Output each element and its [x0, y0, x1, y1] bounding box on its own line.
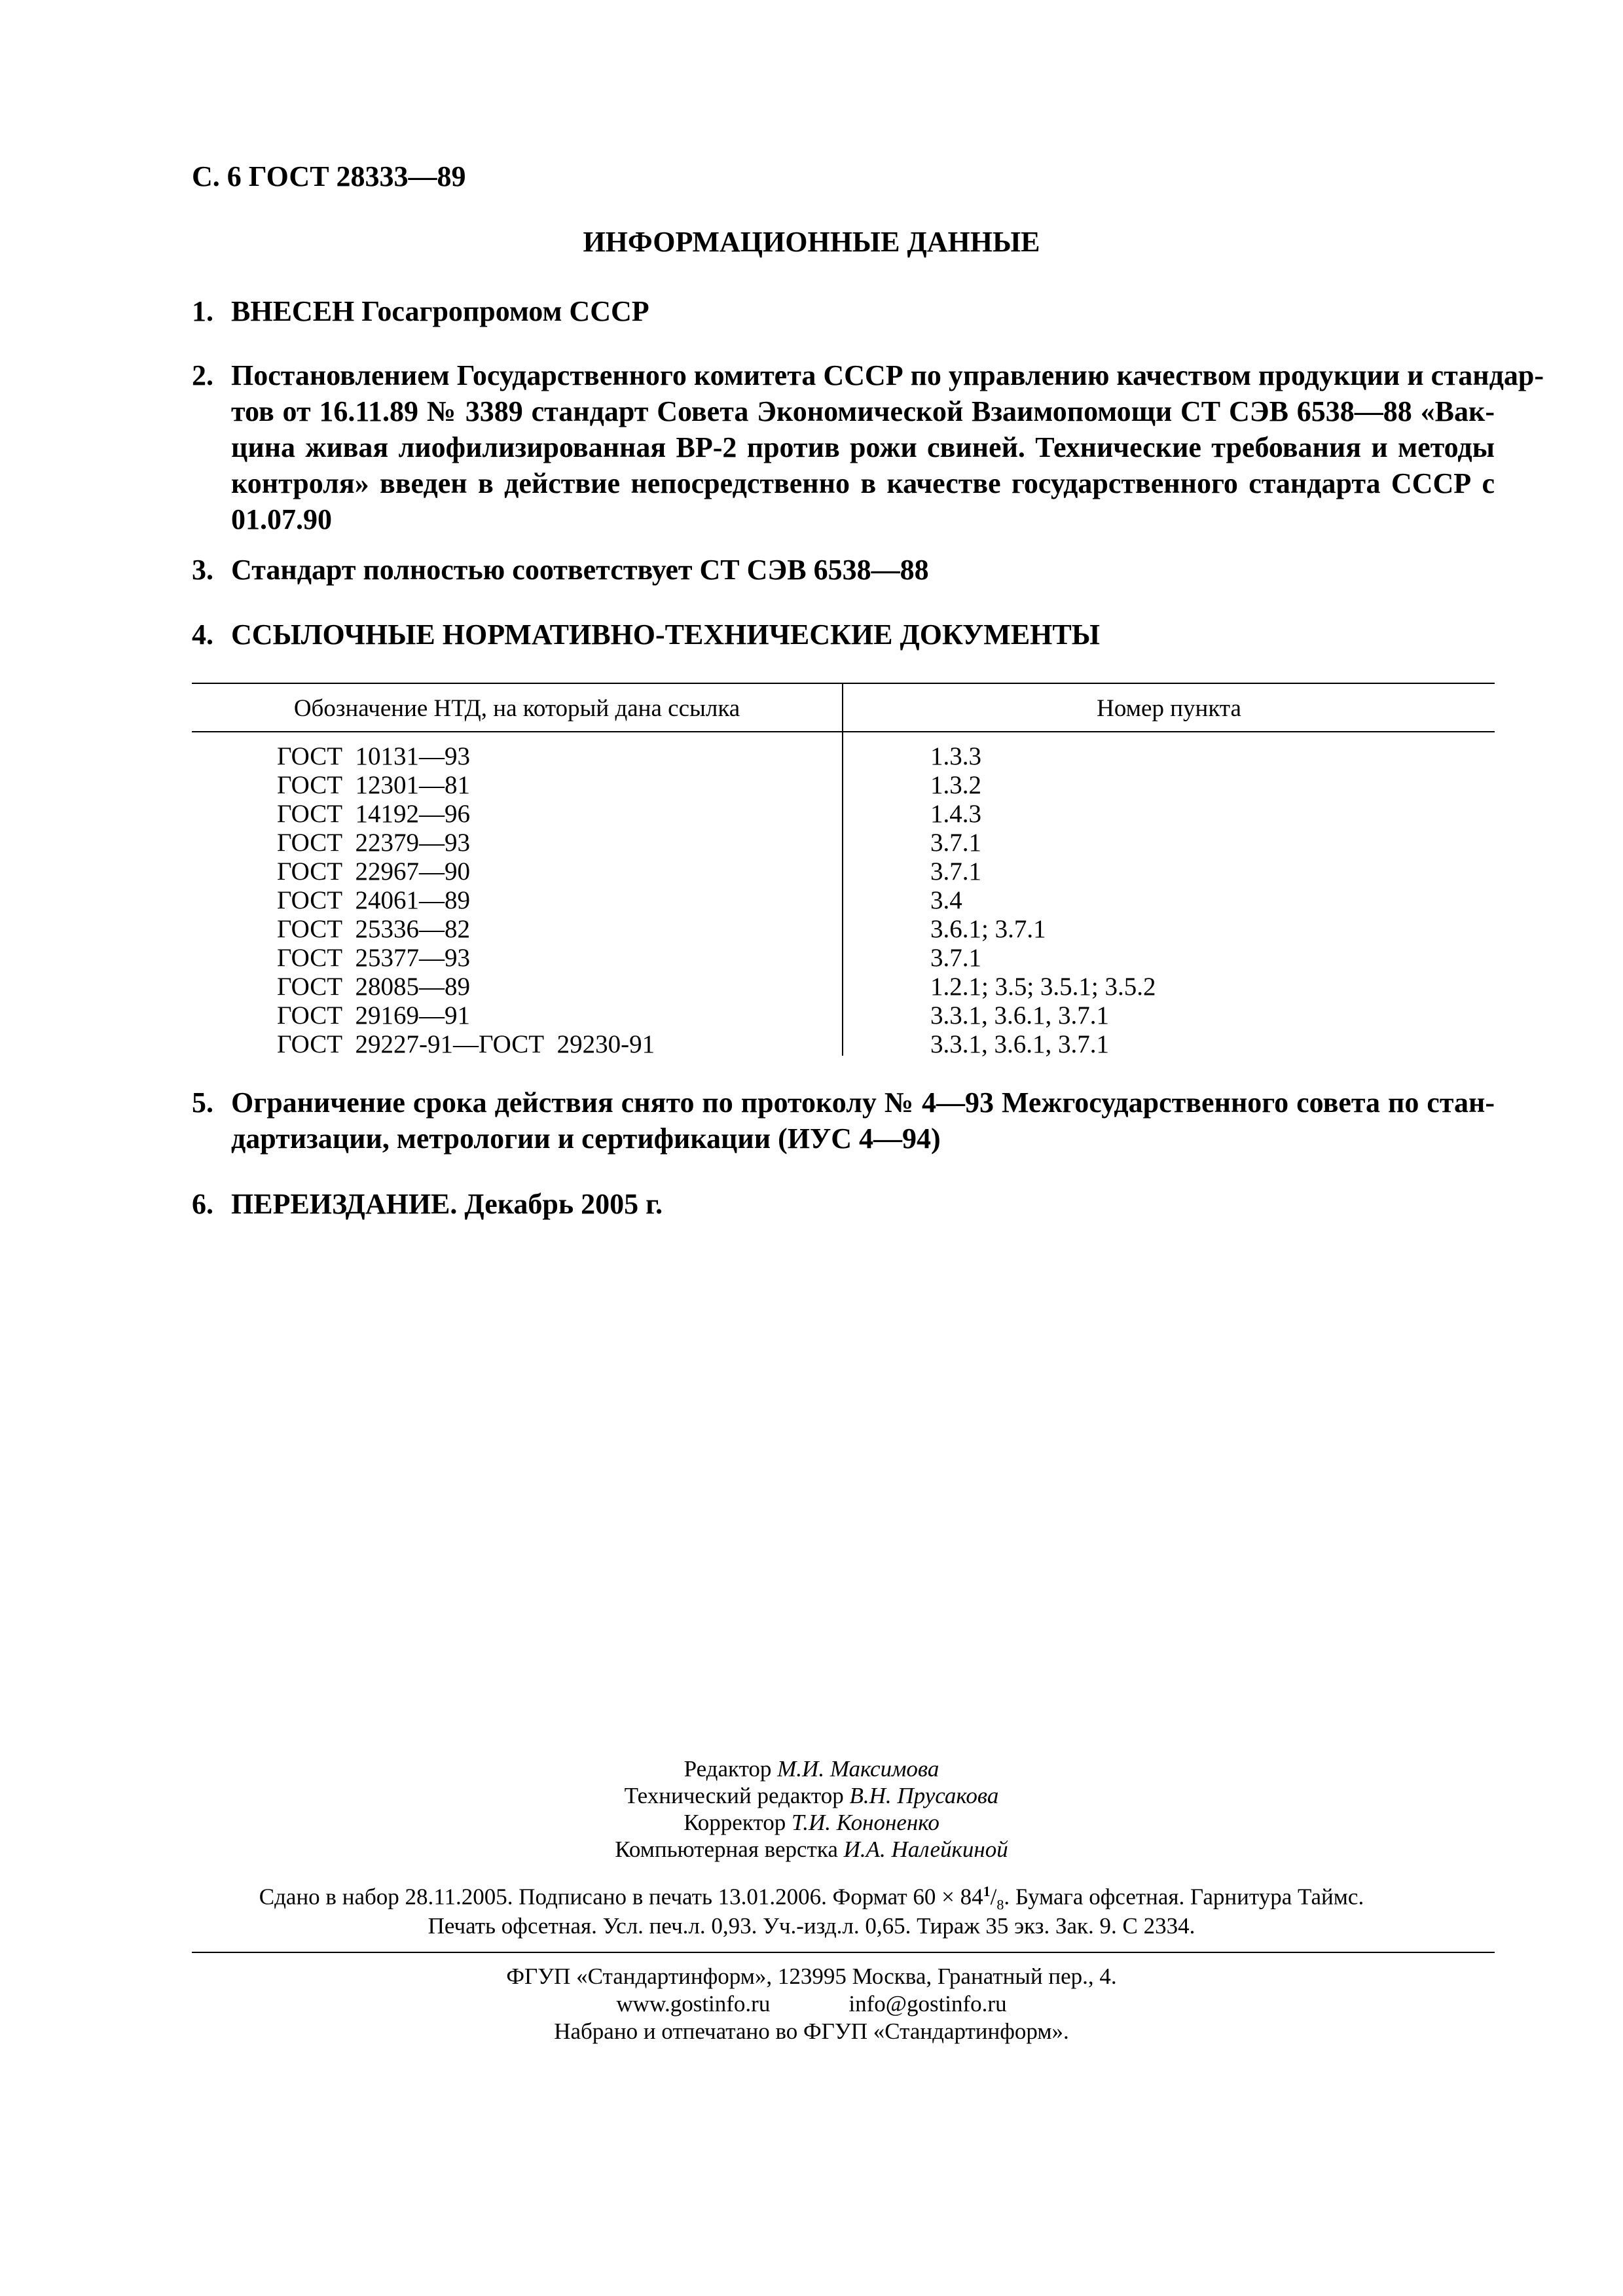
- item-number: 1.: [192, 295, 213, 327]
- info-item-4: [192, 617, 1495, 653]
- credit-editor: [0, 1755, 1623, 1782]
- table-header-designation: Обозначение НТД, на который дана ссылка: [293, 695, 740, 722]
- page-header: С. 6 ГОСТ 28333—89: [192, 160, 466, 192]
- row-designation: ГОСТ 22967—90: [277, 857, 471, 886]
- footer-divider: [192, 1952, 1495, 1953]
- credit-role: Технический редактор: [624, 1783, 844, 1808]
- row-designation: ГОСТ 25377—93: [277, 944, 471, 972]
- format-subscript: 8: [996, 1896, 1004, 1913]
- info-item-1: [192, 293, 1495, 329]
- row-designation: ГОСТ 14192—96: [277, 800, 471, 828]
- table-row: [192, 886, 1495, 914]
- print-info-line-2: Печать офсетная. Усл. печ.л. 0,93. Уч.-изд.л. 0,65. Тираж 35 экз. Зак. 9. С 2334.: [428, 1913, 1195, 1939]
- credit-role: Редактор: [684, 1756, 772, 1782]
- row-designation: ГОСТ 28085—89: [277, 973, 471, 1001]
- table-row: [192, 770, 1495, 799]
- row-clause: 3.7.1: [930, 829, 981, 857]
- table-row: [192, 799, 1495, 828]
- item-number: 6.: [192, 1188, 213, 1220]
- item-text-line: дартизации, метрологии и сертификации (ИУС 4—94): [231, 1122, 941, 1155]
- table-row: [192, 828, 1495, 857]
- credit-name: И.А. Налейкиной: [843, 1837, 1008, 1862]
- item-text-line: Ограничение срока действия снято по протоколу № 4—93 Межгосударственного совета по стан-: [231, 1086, 1495, 1119]
- row-designation: ГОСТ 22379—93: [277, 829, 471, 857]
- table-row: [192, 1030, 1495, 1058]
- row-clause: 3.3.1, 3.6.1, 3.7.1: [930, 1030, 1109, 1058]
- publisher-address: ФГУП «Стандартинформ», 123995 Москва, Гранатный пер., 4.: [506, 1964, 1117, 1989]
- format-slash: /: [990, 1884, 997, 1910]
- item-number: 4.: [192, 619, 213, 651]
- item-text: ВНЕСЕН Госагропромом СССР: [231, 295, 649, 327]
- table-row: [192, 972, 1495, 1001]
- credit-role: Компьютерная верстка: [615, 1837, 838, 1862]
- info-item-6: [192, 1186, 1495, 1222]
- credits-block: [0, 1755, 1623, 1863]
- row-clause: 3.4: [930, 886, 962, 914]
- publisher-contacts: [0, 1991, 1623, 2017]
- table-row: [192, 1001, 1495, 1030]
- table-row: [192, 943, 1495, 972]
- item-text-line: тов от 16.11.89 № 3389 стандарт Совета Экономической Взаимопомощи СТ СЭВ 6538—88 «Вак-: [231, 395, 1495, 427]
- row-clause: 1.4.3: [930, 800, 981, 828]
- item-text-line: Постановлением Государственного комитета СССР по управлению качеством продукции и стандар-: [231, 359, 1544, 391]
- item-number: 5.: [192, 1086, 213, 1119]
- table-header-clause: Номер пункта: [1097, 695, 1241, 722]
- credit-layout: [0, 1836, 1623, 1863]
- publisher-printed-by: Набрано и отпечатано во ФГУП «Стандартинформ».: [554, 2018, 1069, 2044]
- info-item-2: [192, 357, 1544, 537]
- row-clause: 3.6.1; 3.7.1: [930, 915, 1046, 943]
- row-designation: ГОСТ 25336—82: [277, 915, 471, 943]
- format-superscript: 1: [983, 1883, 991, 1899]
- publisher-website: www.gostinfo.ru: [616, 1991, 771, 2017]
- row-clause: 3.7.1: [930, 857, 981, 886]
- credit-name: Т.И. Кононенко: [791, 1810, 939, 1835]
- item-text: Стандарт полностью соответствует СТ СЭВ 6538—88: [231, 554, 929, 586]
- row-designation: ГОСТ 10131—93: [277, 742, 471, 770]
- info-item-5: [192, 1085, 1495, 1157]
- row-clause: 3.3.1, 3.6.1, 3.7.1: [930, 1001, 1109, 1030]
- section-title: ИНФОРМАЦИОННЫЕ ДАННЫЕ: [583, 226, 1040, 258]
- row-clause: 1.3.3: [930, 742, 981, 770]
- item-text: ПЕРЕИЗДАНИЕ. Декабрь 2005 г.: [231, 1188, 663, 1220]
- item-number: 3.: [192, 554, 213, 586]
- row-designation: ГОСТ 29227-91—ГОСТ 29230-91: [277, 1030, 655, 1058]
- table-row: [192, 857, 1495, 886]
- publisher-email: info@gostinfo.ru: [848, 1991, 1007, 2017]
- row-designation: ГОСТ 24061—89: [277, 886, 471, 914]
- table-top-rule: [192, 683, 1495, 684]
- item-text-line: контроля» введен в действие непосредственно в качестве государственного стандарта СССР с: [231, 467, 1495, 499]
- print-info-line-1: [0, 1883, 1623, 1914]
- print-info-text: Сдано в набор 28.11.2005. Подписано в печать 13.01.2006. Формат 60 × 84: [259, 1884, 983, 1910]
- credit-name: М.И. Максимова: [777, 1756, 939, 1782]
- credit-role: Корректор: [684, 1810, 786, 1835]
- credit-name: В.Н. Прусакова: [849, 1783, 999, 1808]
- row-clause: 1.3.2: [930, 771, 981, 799]
- table-header-rule: [192, 731, 1495, 732]
- table-row: [192, 742, 1495, 770]
- info-item-3: [192, 552, 1495, 588]
- item-text-line: цина живая лиофилизированная ВР-2 против рожи свиней. Технические требования и методы: [231, 431, 1495, 463]
- credit-proofreader: [0, 1809, 1623, 1836]
- item-text: ССЫЛОЧНЫЕ НОРМАТИВНО-ТЕХНИЧЕСКИЕ ДОКУМЕНТЫ: [231, 619, 1100, 651]
- row-designation: ГОСТ 12301—81: [277, 771, 471, 799]
- row-clause: 1.2.1; 3.5; 3.5.1; 3.5.2: [930, 973, 1156, 1001]
- table-row: [192, 914, 1495, 943]
- credit-tech-editor: [0, 1782, 1623, 1809]
- row-designation: ГОСТ 29169—91: [277, 1001, 471, 1030]
- item-text-line: 01.07.90: [231, 503, 332, 535]
- print-info-text: . Бумага офсетная. Гарнитура Таймс.: [1004, 1884, 1364, 1910]
- item-number: 2.: [192, 359, 213, 391]
- row-clause: 3.7.1: [930, 944, 981, 972]
